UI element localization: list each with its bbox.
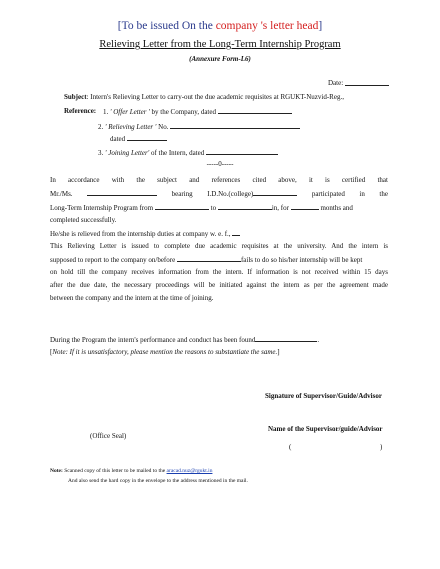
separator: -----0-----	[206, 160, 234, 168]
report-text: supposed to report to the company on/before	[50, 256, 176, 264]
para1-line4: completed successfully.	[50, 216, 117, 224]
ref1-date-blank[interactable]	[218, 107, 292, 114]
ref2-dated: dated	[110, 135, 126, 143]
office-seal: (Office Seal)	[90, 432, 127, 440]
annexure-label: (Annexure Form-L6)	[189, 55, 251, 63]
note-bracket-open: [	[50, 348, 53, 356]
note-text: Note: If it is unsatisfactory, please mention the reasons to substantiate the same.	[52, 348, 278, 356]
word: certified	[341, 176, 366, 184]
note-bracket-close: ]	[277, 348, 280, 356]
college-id-blank[interactable]	[253, 189, 297, 196]
to-date-blank[interactable]	[218, 203, 272, 210]
id-part	[207, 189, 297, 198]
signature-label: Signature of Supervisor/Guide/Advisor	[265, 392, 382, 400]
instruction-company: company 's letter head	[215, 20, 319, 32]
word: the	[136, 176, 145, 184]
ref3-date-blank[interactable]	[206, 148, 278, 155]
to-label: to	[210, 204, 217, 212]
performance-note	[50, 348, 280, 356]
word: subject	[157, 176, 177, 184]
ref1-num: 1.	[103, 108, 109, 116]
intern-name-blank[interactable]	[87, 189, 157, 196]
ref3-rest: of the Intern, dated	[150, 149, 205, 157]
word: the	[379, 190, 388, 198]
subject-line	[64, 93, 344, 101]
footer-note	[50, 468, 212, 474]
fails-text: fails to do so his/her internship will be kept	[240, 256, 363, 264]
para3-line5: between the company and the intern at the time of joining.	[50, 294, 214, 302]
report-date-blank[interactable]	[177, 255, 241, 262]
para2	[50, 229, 240, 238]
word: accordance	[68, 176, 100, 184]
ref1-rest: by the Company, dated	[151, 108, 216, 116]
word: references	[211, 176, 241, 184]
date-label: Date:	[328, 79, 344, 87]
reference-item-2-dated	[110, 134, 167, 143]
in-for-label: in, for	[271, 204, 289, 212]
supervisor-name-label: Name of the Supervisor/guide/Advisor	[268, 425, 383, 433]
ref2-quote: ' Relieving Letter '	[105, 123, 157, 131]
letterhead-instruction	[0, 20, 440, 32]
program-from-label: Long-Term Internship Program from	[50, 204, 154, 212]
para3-line3: on hold till the company receives information from the intern. If information is not received within 15 days	[50, 268, 388, 276]
ref2-rest: No.	[158, 123, 169, 131]
word: In	[50, 176, 56, 184]
subject-text: : Intern's Relieving Letter to carry-out the due academic requisites at RGUKT-Nuzvid-Reg.,	[86, 93, 344, 101]
word: cited	[252, 176, 267, 184]
performance-line: During the Program the intern's performance and conduct has been found .	[50, 336, 320, 344]
supervisor-name-open: (	[289, 443, 292, 451]
word: with	[111, 176, 125, 184]
months-label: months and	[320, 204, 353, 212]
subject-label: Subject	[64, 93, 87, 101]
instruction-prefix: [To be issued On the	[117, 20, 213, 32]
para1-line1	[50, 176, 388, 184]
footer-note-label: Note:	[50, 468, 63, 474]
word: and	[189, 176, 200, 184]
footer-note-text: Scanned copy of this letter to be mailed to the	[64, 468, 166, 474]
supervisor-name-close: )	[380, 443, 383, 451]
para3-line1: This Relieving Letter is issued to complete due academic requisites at the university. And the intern is	[50, 242, 388, 250]
ref2-num: 2.	[98, 123, 104, 131]
reference-label: Reference:	[64, 107, 97, 115]
word: bearing	[171, 190, 193, 198]
performance-text: During the Program the intern's performance and conduct has been found	[50, 336, 256, 344]
instruction-suffix: ]	[318, 20, 323, 32]
ref3-num: 3.	[98, 149, 104, 157]
reference-item-3	[98, 148, 278, 157]
wef-date-blank[interactable]	[232, 229, 240, 236]
reference-item-2	[98, 122, 300, 131]
para1-line3	[50, 203, 353, 212]
ref1-quote: ' Offer Letter '	[110, 108, 150, 116]
ref2-number-blank[interactable]	[170, 122, 300, 129]
word: participated	[311, 190, 345, 198]
word: I.D.No.(college)	[207, 190, 254, 198]
word: is	[325, 176, 330, 184]
letter-title: Relieving Letter from the Long-Term Internship Program	[99, 39, 341, 50]
ref2-date-blank[interactable]	[127, 134, 167, 141]
footer-line2: And also send the hard copy in the envelope to the address mentioned in the mail.	[68, 478, 248, 484]
word: it	[308, 176, 313, 184]
relieved-text: He/she is relieved from the internship duties at company w. e. f.,	[50, 230, 231, 238]
email-link[interactable]: aracad.nuz@rgukt.in	[166, 468, 213, 474]
date-blank[interactable]	[345, 79, 389, 86]
para3-line4: after the due date, the necessary proceedings will be initiated against the intern as per the agreement made	[50, 281, 388, 289]
word: in	[359, 190, 365, 198]
performance-blank[interactable]	[255, 335, 317, 342]
para3-line2	[50, 255, 362, 264]
months-blank[interactable]	[291, 203, 319, 210]
word: Mr./Ms.	[50, 190, 73, 198]
from-date-blank[interactable]	[155, 203, 209, 210]
word: that	[377, 176, 388, 184]
para1-line2	[50, 189, 388, 198]
reference-item-1	[103, 107, 292, 116]
ref3-quote: ' Joining Letter'	[105, 149, 150, 157]
word: above,	[278, 176, 297, 184]
